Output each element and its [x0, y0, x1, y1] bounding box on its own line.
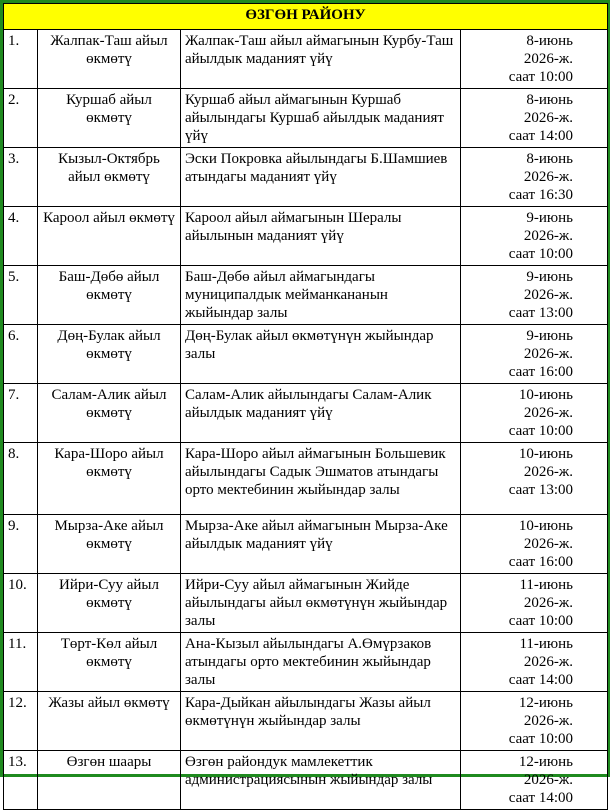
table-row	[4, 515, 608, 574]
row-number: 7.	[4, 384, 38, 443]
row-year: 2026-ж.	[523, 464, 573, 480]
row-authority: Кара-Шоро айыл өкмөтү	[38, 443, 181, 515]
row-time: саат 16:30	[508, 187, 573, 203]
table-body	[4, 30, 608, 810]
table-row	[4, 148, 608, 207]
row-date: 9-июнь	[526, 269, 573, 285]
table-row	[4, 384, 608, 443]
row-datetime	[461, 30, 608, 89]
row-venue: Куршаб айыл аймагынын Куршаб айылындагы Куршаб айылдык маданият үйү	[181, 89, 461, 148]
row-number: 9.	[4, 515, 38, 574]
table-row	[4, 89, 608, 148]
row-datetime	[461, 515, 608, 574]
row-time: саат 13:00	[508, 305, 573, 321]
row-time: саат 10:00	[508, 423, 573, 439]
row-venue: Дөң-Булак айыл өкмөтүнүн жыйындар залы	[181, 325, 461, 384]
row-venue: Өзгөн райондук мамлекеттик администрациясынын жыйындар залы	[181, 751, 461, 810]
row-time: саат 10:00	[508, 731, 573, 747]
row-date: 11-июнь	[519, 577, 573, 593]
row-year: 2026-ж.	[523, 228, 573, 244]
row-number: 1.	[4, 30, 38, 89]
row-authority: Ийри-Суу айыл өкмөтү	[38, 574, 181, 633]
row-authority: Кароол айыл өкмөтү	[38, 207, 181, 266]
row-datetime	[461, 207, 608, 266]
row-year: 2026-ж.	[523, 346, 573, 362]
table-row	[4, 266, 608, 325]
row-year: 2026-ж.	[523, 654, 573, 670]
row-number: 13.	[4, 751, 38, 810]
row-venue: Баш-Дөбө айыл аймагындагы муниципалдык мейманкананын жыйындар залы	[181, 266, 461, 325]
row-authority: Куршаб айыл өкмөтү	[38, 89, 181, 148]
row-time: саат 16:00	[508, 554, 573, 570]
row-number: 12.	[4, 692, 38, 751]
row-time: саат 16:00	[508, 364, 573, 380]
table-row	[4, 325, 608, 384]
row-date: 8-июнь	[526, 92, 573, 108]
row-number: 11.	[4, 633, 38, 692]
row-datetime	[461, 633, 608, 692]
row-date: 9-июнь	[526, 328, 573, 344]
row-venue: Ийри-Суу айыл аймагынын Жийде айылындагы айыл өкмөтүнүн жыйындар залы	[181, 574, 461, 633]
table-row	[4, 443, 608, 515]
row-time: саат 14:00	[508, 128, 573, 144]
row-authority: Кызыл-Октябрь айыл өкмөтү	[38, 148, 181, 207]
table-row	[4, 574, 608, 633]
row-venue: Ана-Кызыл айылындагы А.Өмүрзаков атындагы орто мектебинин жыйындар залы	[181, 633, 461, 692]
row-year: 2026-ж.	[523, 772, 573, 788]
row-number: 4.	[4, 207, 38, 266]
row-authority: Салам-Алик айыл өкмөтү	[38, 384, 181, 443]
row-year: 2026-ж.	[523, 405, 573, 421]
row-number: 6.	[4, 325, 38, 384]
schedule-table	[3, 3, 608, 810]
row-datetime	[461, 751, 608, 810]
row-authority: Жазы айыл өкмөтү	[38, 692, 181, 751]
row-authority: Баш-Дөбө айыл өкмөтү	[38, 266, 181, 325]
row-datetime	[461, 266, 608, 325]
row-time: саат 10:00	[508, 613, 573, 629]
row-year: 2026-ж.	[523, 713, 573, 729]
table-title: ӨЗГӨН РАЙОНУ	[4, 4, 608, 30]
row-datetime	[461, 148, 608, 207]
row-number: 10.	[4, 574, 38, 633]
row-datetime	[461, 443, 608, 515]
row-number: 3.	[4, 148, 38, 207]
row-date: 8-июнь	[526, 33, 573, 49]
row-date: 8-июнь	[526, 151, 573, 167]
row-time: саат 10:00	[508, 69, 573, 85]
row-time: саат 14:00	[508, 790, 573, 806]
row-number: 2.	[4, 89, 38, 148]
row-venue: Мырза-Аке айыл аймагынын Мырза-Аке айылдык маданият үйү	[181, 515, 461, 574]
row-authority: Мырза-Аке айыл өкмөтү	[38, 515, 181, 574]
row-date: 10-июнь	[518, 518, 573, 534]
row-venue: Кара-Дыйкан айылындагы Жазы айыл өкмөтүнүн жыйындар залы	[181, 692, 461, 751]
row-datetime	[461, 384, 608, 443]
row-venue: Эски Покровка айылындагы Б.Шамшиев атындагы маданият үйү	[181, 148, 461, 207]
table-row	[4, 692, 608, 751]
row-datetime	[461, 89, 608, 148]
row-time: саат 14:00	[508, 672, 573, 688]
row-date: 10-июнь	[518, 387, 573, 403]
row-date: 12-июнь	[518, 754, 573, 770]
row-datetime	[461, 325, 608, 384]
table-row	[4, 207, 608, 266]
row-datetime	[461, 692, 608, 751]
row-date: 9-июнь	[526, 210, 573, 226]
row-year: 2026-ж.	[523, 110, 573, 126]
row-number: 5.	[4, 266, 38, 325]
row-number: 8.	[4, 443, 38, 515]
row-year: 2026-ж.	[523, 169, 573, 185]
row-year: 2026-ж.	[523, 595, 573, 611]
table-row	[4, 30, 608, 89]
row-authority: Жалпак-Таш айыл өкмөтү	[38, 30, 181, 89]
row-year: 2026-ж.	[523, 51, 573, 67]
row-date: 11-июнь	[519, 636, 573, 652]
row-authority: Төрт-Көл айыл өкмөтү	[38, 633, 181, 692]
row-year: 2026-ж.	[523, 536, 573, 552]
table-row	[4, 751, 608, 810]
row-venue: Салам-Алик айылындагы Салам-Алик айылдык маданият үйү	[181, 384, 461, 443]
row-datetime	[461, 574, 608, 633]
row-time: саат 13:00	[508, 482, 573, 498]
row-year: 2026-ж.	[523, 287, 573, 303]
row-authority: Дөң-Булак айыл өкмөтү	[38, 325, 181, 384]
row-venue: Кара-Шоро айыл аймагынын Большевик айылындагы Садык Эшматов атындагы орто мектебинин жыйындар залы	[181, 443, 461, 515]
row-venue: Жалпак-Таш айыл аймагынын Курбу-Таш айылдык маданият үйү	[181, 30, 461, 89]
table-row	[4, 633, 608, 692]
row-date: 10-июнь	[518, 446, 573, 462]
row-authority: Өзгөн шаары	[38, 751, 181, 810]
row-time: саат 10:00	[508, 246, 573, 262]
table-title-row	[4, 4, 608, 30]
row-venue: Кароол айыл аймагынын Шералы айылынын маданият үйү	[181, 207, 461, 266]
row-date: 12-июнь	[518, 695, 573, 711]
